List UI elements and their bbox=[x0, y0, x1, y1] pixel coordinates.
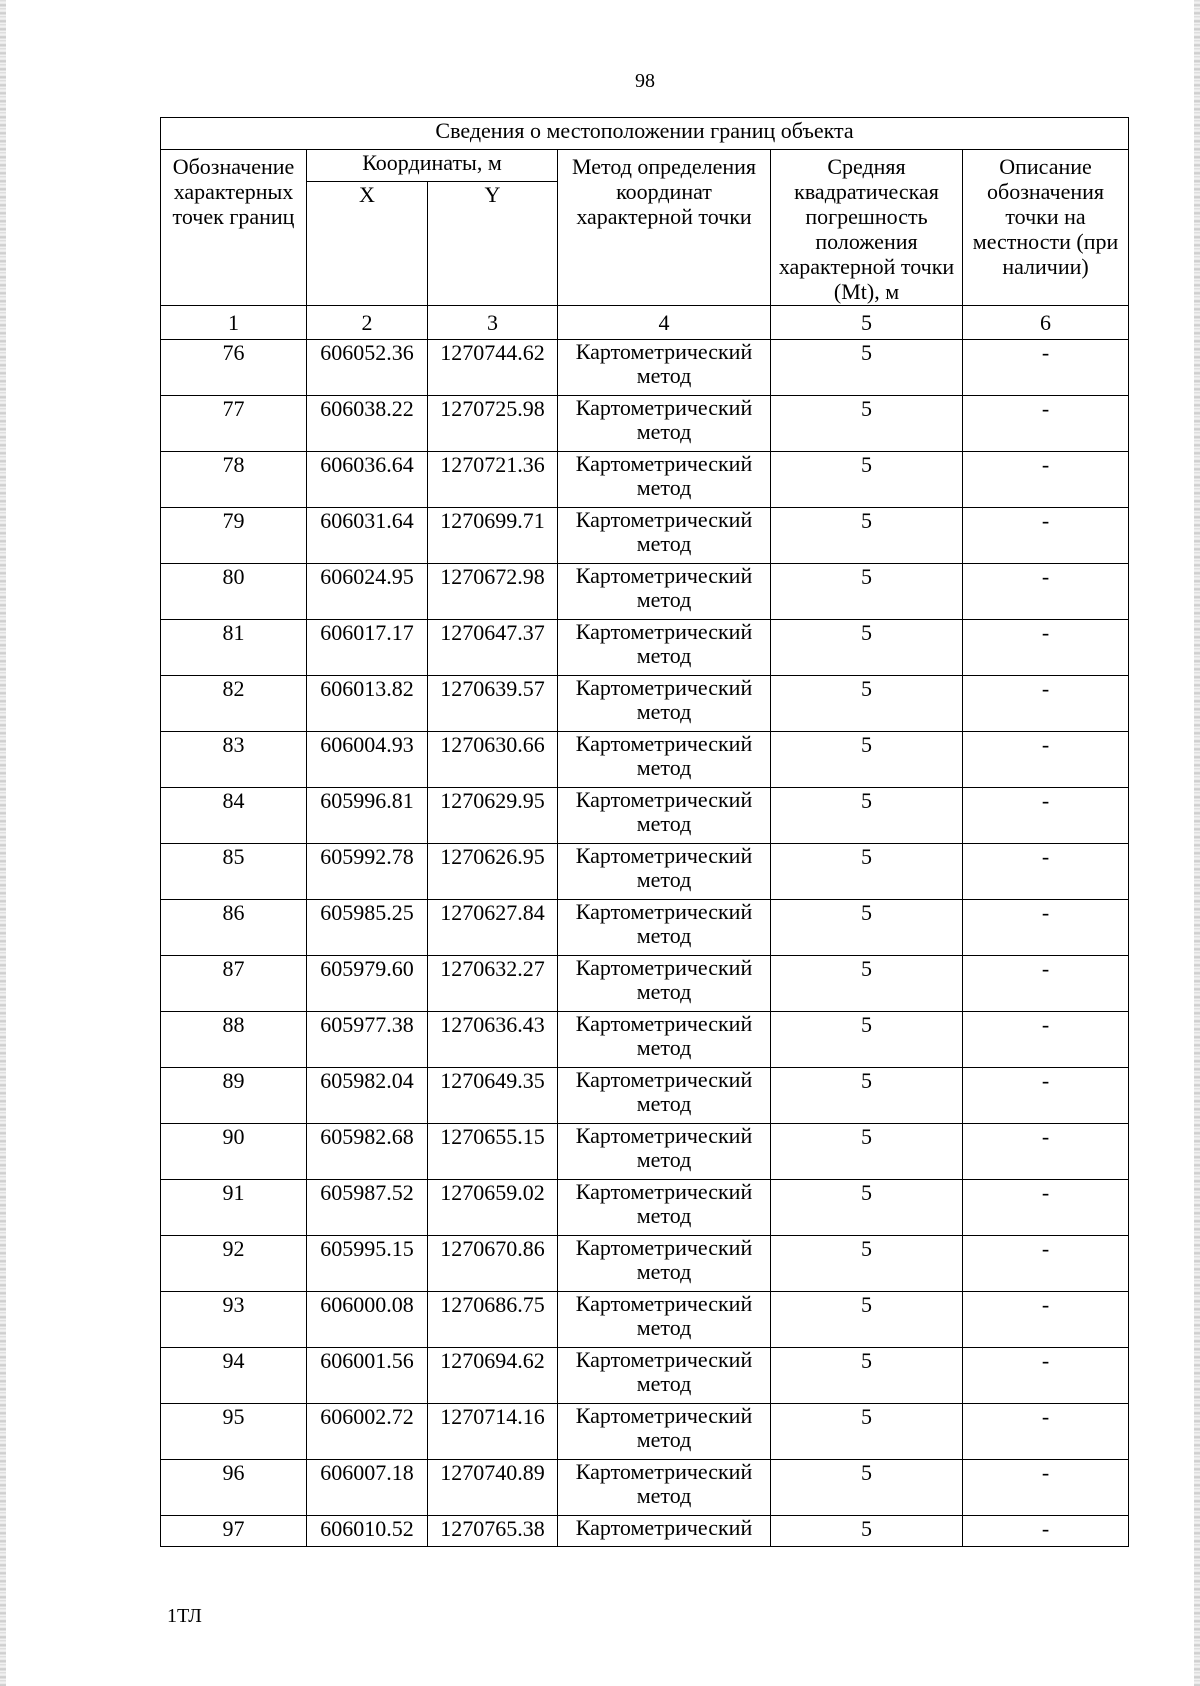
column-number: 5 bbox=[771, 306, 963, 340]
cell-error: 5 bbox=[771, 396, 963, 452]
cell-error: 5 bbox=[771, 1516, 963, 1547]
cell-point: 92 bbox=[161, 1236, 307, 1292]
cell-y: 1270740.89 bbox=[428, 1460, 558, 1516]
table-title: Сведения о местоположении границ объекта bbox=[161, 118, 1129, 150]
cell-y: 1270632.27 bbox=[428, 956, 558, 1012]
cell-description: - bbox=[963, 1292, 1129, 1348]
table-row bbox=[161, 1348, 1129, 1404]
cell-x: 606036.64 bbox=[307, 452, 428, 508]
header-x: X bbox=[307, 182, 428, 306]
cell-description: - bbox=[963, 1516, 1129, 1547]
table-row bbox=[161, 1180, 1129, 1236]
cell-description: - bbox=[963, 1348, 1129, 1404]
cell-error: 5 bbox=[771, 1292, 963, 1348]
cell-point: 85 bbox=[161, 844, 307, 900]
cell-y: 1270721.36 bbox=[428, 452, 558, 508]
cell-point: 89 bbox=[161, 1068, 307, 1124]
page-number: 98 bbox=[635, 70, 655, 92]
cell-point: 90 bbox=[161, 1124, 307, 1180]
cell-description: - bbox=[963, 900, 1129, 956]
cell-error: 5 bbox=[771, 732, 963, 788]
cell-method: Картометрический метод bbox=[558, 396, 771, 452]
cell-y: 1270655.15 bbox=[428, 1124, 558, 1180]
table-row bbox=[161, 676, 1129, 732]
cell-method: Картометрический метод bbox=[558, 1236, 771, 1292]
cell-point: 83 bbox=[161, 732, 307, 788]
cell-description: - bbox=[963, 1124, 1129, 1180]
cell-method: Картометрический метод bbox=[558, 1180, 771, 1236]
cell-description: - bbox=[963, 1236, 1129, 1292]
header-row-top bbox=[161, 150, 1129, 182]
cell-y: 1270626.95 bbox=[428, 844, 558, 900]
cell-error: 5 bbox=[771, 1460, 963, 1516]
cell-point: 77 bbox=[161, 396, 307, 452]
cell-method: Картометрический метод bbox=[558, 1348, 771, 1404]
table-row bbox=[161, 1236, 1129, 1292]
cell-y: 1270627.84 bbox=[428, 900, 558, 956]
cell-description: - bbox=[963, 340, 1129, 396]
cell-y: 1270672.98 bbox=[428, 564, 558, 620]
scan-edge-left bbox=[0, 0, 6, 1686]
table-row bbox=[161, 620, 1129, 676]
table-row bbox=[161, 1404, 1129, 1460]
cell-y: 1270744.62 bbox=[428, 340, 558, 396]
cell-x: 606052.36 bbox=[307, 340, 428, 396]
cell-x: 605992.78 bbox=[307, 844, 428, 900]
cell-method: Картометрический метод bbox=[558, 1012, 771, 1068]
cell-point: 80 bbox=[161, 564, 307, 620]
cell-description: - bbox=[963, 1068, 1129, 1124]
cell-point: 93 bbox=[161, 1292, 307, 1348]
cell-error: 5 bbox=[771, 1348, 963, 1404]
cell-x: 605996.81 bbox=[307, 788, 428, 844]
cell-description: - bbox=[963, 788, 1129, 844]
cell-x: 606038.22 bbox=[307, 396, 428, 452]
header-error: Средняя квадратическая погрешность положения характерной точки (Mt), м bbox=[771, 150, 963, 306]
cell-x: 606013.82 bbox=[307, 676, 428, 732]
cell-error: 5 bbox=[771, 508, 963, 564]
table-row bbox=[161, 340, 1129, 396]
cell-method: Картометрический метод bbox=[558, 732, 771, 788]
cell-description: - bbox=[963, 508, 1129, 564]
cell-method: Картометрический bbox=[558, 1516, 771, 1547]
cell-method: Картометрический метод bbox=[558, 1292, 771, 1348]
column-number: 4 bbox=[558, 306, 771, 340]
table-row bbox=[161, 452, 1129, 508]
header-point: Обозначение характерных точек границ bbox=[161, 150, 307, 306]
cell-point: 76 bbox=[161, 340, 307, 396]
cell-method: Картометрический метод bbox=[558, 956, 771, 1012]
cell-x: 606001.56 bbox=[307, 1348, 428, 1404]
cell-y: 1270630.66 bbox=[428, 732, 558, 788]
cell-error: 5 bbox=[771, 1124, 963, 1180]
cell-y: 1270699.71 bbox=[428, 508, 558, 564]
cell-error: 5 bbox=[771, 1236, 963, 1292]
header-method: Метод определения координат характерной точки bbox=[558, 150, 771, 306]
column-number: 1 bbox=[161, 306, 307, 340]
table-row bbox=[161, 900, 1129, 956]
cell-description: - bbox=[963, 956, 1129, 1012]
cell-method: Картометрический метод bbox=[558, 676, 771, 732]
cell-point: 96 bbox=[161, 1460, 307, 1516]
column-number: 2 bbox=[307, 306, 428, 340]
cell-point: 78 bbox=[161, 452, 307, 508]
cell-description: - bbox=[963, 844, 1129, 900]
cell-point: 84 bbox=[161, 788, 307, 844]
cell-method: Картометрический метод bbox=[558, 788, 771, 844]
boundary-coordinates-table bbox=[160, 117, 1129, 1547]
cell-error: 5 bbox=[771, 564, 963, 620]
cell-x: 605987.52 bbox=[307, 1180, 428, 1236]
cell-error: 5 bbox=[771, 340, 963, 396]
cell-method: Картометрический метод bbox=[558, 508, 771, 564]
cell-method: Картометрический метод bbox=[558, 1068, 771, 1124]
cell-error: 5 bbox=[771, 452, 963, 508]
cell-point: 81 bbox=[161, 620, 307, 676]
cell-error: 5 bbox=[771, 844, 963, 900]
cell-x: 606002.72 bbox=[307, 1404, 428, 1460]
cell-description: - bbox=[963, 396, 1129, 452]
cell-method: Картометрический метод bbox=[558, 340, 771, 396]
cell-x: 605979.60 bbox=[307, 956, 428, 1012]
table-row bbox=[161, 956, 1129, 1012]
table-row bbox=[161, 788, 1129, 844]
table-row bbox=[161, 1124, 1129, 1180]
table-row bbox=[161, 1516, 1129, 1547]
cell-y: 1270647.37 bbox=[428, 620, 558, 676]
cell-y: 1270714.16 bbox=[428, 1404, 558, 1460]
cell-error: 5 bbox=[771, 788, 963, 844]
column-number-row bbox=[161, 306, 1129, 340]
cell-error: 5 bbox=[771, 620, 963, 676]
table-row bbox=[161, 1068, 1129, 1124]
cell-description: - bbox=[963, 1460, 1129, 1516]
column-number: 6 bbox=[963, 306, 1129, 340]
cell-x: 605995.15 bbox=[307, 1236, 428, 1292]
cell-x: 605982.04 bbox=[307, 1068, 428, 1124]
table-row bbox=[161, 1292, 1129, 1348]
cell-x: 606007.18 bbox=[307, 1460, 428, 1516]
cell-y: 1270725.98 bbox=[428, 396, 558, 452]
table-row bbox=[161, 844, 1129, 900]
cell-x: 605977.38 bbox=[307, 1012, 428, 1068]
header-y: Y bbox=[428, 182, 558, 306]
cell-error: 5 bbox=[771, 900, 963, 956]
footer-code: 1ТЛ bbox=[167, 1605, 202, 1627]
cell-description: - bbox=[963, 452, 1129, 508]
cell-point: 91 bbox=[161, 1180, 307, 1236]
cell-description: - bbox=[963, 676, 1129, 732]
cell-point: 79 bbox=[161, 508, 307, 564]
cell-y: 1270636.43 bbox=[428, 1012, 558, 1068]
cell-description: - bbox=[963, 1012, 1129, 1068]
cell-point: 97 bbox=[161, 1516, 307, 1547]
cell-x: 606004.93 bbox=[307, 732, 428, 788]
cell-description: - bbox=[963, 564, 1129, 620]
cell-error: 5 bbox=[771, 1012, 963, 1068]
cell-y: 1270686.75 bbox=[428, 1292, 558, 1348]
cell-method: Картометрический метод bbox=[558, 1404, 771, 1460]
cell-x: 606031.64 bbox=[307, 508, 428, 564]
cell-error: 5 bbox=[771, 1404, 963, 1460]
cell-error: 5 bbox=[771, 1068, 963, 1124]
cell-y: 1270694.62 bbox=[428, 1348, 558, 1404]
cell-method: Картометрический метод bbox=[558, 452, 771, 508]
cell-y: 1270649.35 bbox=[428, 1068, 558, 1124]
cell-y: 1270629.95 bbox=[428, 788, 558, 844]
cell-point: 82 bbox=[161, 676, 307, 732]
cell-error: 5 bbox=[771, 676, 963, 732]
cell-point: 95 bbox=[161, 1404, 307, 1460]
cell-description: - bbox=[963, 1404, 1129, 1460]
cell-method: Картометрический метод bbox=[558, 844, 771, 900]
cell-method: Картометрический метод bbox=[558, 1460, 771, 1516]
cell-x: 606000.08 bbox=[307, 1292, 428, 1348]
cell-x: 605985.25 bbox=[307, 900, 428, 956]
cell-description: - bbox=[963, 1180, 1129, 1236]
cell-x: 605982.68 bbox=[307, 1124, 428, 1180]
column-number: 3 bbox=[428, 306, 558, 340]
cell-y: 1270670.86 bbox=[428, 1236, 558, 1292]
cell-point: 87 bbox=[161, 956, 307, 1012]
cell-method: Картометрический метод bbox=[558, 620, 771, 676]
cell-y: 1270765.38 bbox=[428, 1516, 558, 1547]
cell-error: 5 bbox=[771, 956, 963, 1012]
cell-point: 88 bbox=[161, 1012, 307, 1068]
cell-y: 1270639.57 bbox=[428, 676, 558, 732]
cell-x: 606017.17 bbox=[307, 620, 428, 676]
scan-edge-right bbox=[1194, 0, 1200, 1686]
header-description: Описание обозначения точки на местности (при наличии) bbox=[963, 150, 1129, 306]
cell-method: Картометрический метод bbox=[558, 900, 771, 956]
cell-description: - bbox=[963, 620, 1129, 676]
cell-x: 606024.95 bbox=[307, 564, 428, 620]
table-row bbox=[161, 508, 1129, 564]
table-row bbox=[161, 732, 1129, 788]
table-row bbox=[161, 396, 1129, 452]
table-row bbox=[161, 564, 1129, 620]
table-row bbox=[161, 1012, 1129, 1068]
table-title-row bbox=[161, 118, 1129, 150]
cell-y: 1270659.02 bbox=[428, 1180, 558, 1236]
cell-point: 86 bbox=[161, 900, 307, 956]
cell-method: Картометрический метод bbox=[558, 564, 771, 620]
cell-point: 94 bbox=[161, 1348, 307, 1404]
cell-method: Картометрический метод bbox=[558, 1124, 771, 1180]
table-row bbox=[161, 1460, 1129, 1516]
cell-x: 606010.52 bbox=[307, 1516, 428, 1547]
cell-description: - bbox=[963, 732, 1129, 788]
cell-error: 5 bbox=[771, 1180, 963, 1236]
header-coords: Координаты, м bbox=[307, 150, 558, 182]
